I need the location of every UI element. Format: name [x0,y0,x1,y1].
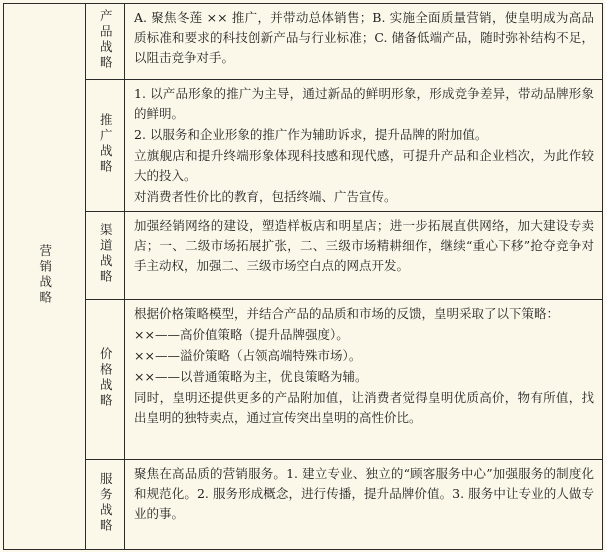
table-row [4,300,603,460]
row-label-channel: 渠道战略 [98,222,114,285]
row-content-service [125,460,603,550]
paragraph: A. 聚焦冬莲 ×× 推广，并带动总体销售；B. 实施全面质量营销，使皇明成为高品质标准和要求的科技创新产品与行业标准；C. 储备低端产品，随时弥补结构不足，以阻击竞争对手。 [134,10,594,65]
row-label-cell [86,212,125,300]
row-label-price: 价格战略 [98,346,114,409]
main-label: 营销战略 [37,243,53,306]
paragraph: ××——以普通策略为主，优良策略为辅。 [134,369,368,384]
row-content-price [125,300,603,460]
paragraph: 聚焦在高品质的营销服务。1. 建立专业、独立的“顾客服务中心”加强服务的制度化和规范化。2. 服务形成概念，进行传播，提升品牌价值。3. 服务中让专业的人做专业的事。 [134,466,594,521]
paragraph: 立旗舰店和提升终端形象体现科技感和现代感，可提升产品和企业档次，为此作较大的投入。 [134,148,594,183]
table-row [4,4,603,80]
row-label-promotion: 推广战略 [98,112,114,175]
table-row [4,212,603,300]
table-row [4,460,603,550]
row-label-service: 服务战略 [98,471,114,534]
marketing-strategy-table [3,3,603,550]
paragraph: 1. 以产品形象的推广为主导，通过新品的鲜明形象，形成竞争差异，带动品牌形象的鲜明。 [134,86,594,121]
paragraph: ××——溢价策略（占领高端特殊市场）。 [134,348,362,363]
table-row [4,80,603,212]
paragraph: 同时，皇明还提供更多的产品附加值，让消费者觉得皇明优质高价，物有所值，找出皇明的独特卖点，通过宣传突出皇明的高性价比。 [134,390,594,425]
paragraph: 加强经销网络的建设，塑造样板店和明星店；进一步拓展直供网络，加大建设专卖店；一、二级市场拓展扩张，二、三级市场精耕细作，继续“重心下移”抢夺竞争对手主动权，加强二、三级市场空白点的网点开发。 [134,218,594,273]
paragraph: ××——高价值策略（提升品牌强度）。 [134,327,349,342]
paragraph: 根据价格策略模型，并结合产品的品质和市场的反馈，皇明采取了以下策略： [134,306,560,321]
paragraph: 2. 以服务和企业形象的推广作为辅助诉求，提升品牌的附加值。 [134,127,488,142]
row-content-product [125,4,603,80]
paragraph: 对消费者性价比的教育，包括终端、广告宣传。 [134,189,397,204]
row-label-cell [86,300,125,460]
row-label-product: 产品战略 [98,8,114,71]
row-content-promotion [125,80,603,212]
main-label-cell [4,4,86,550]
row-label-cell [86,460,125,550]
row-label-cell [86,4,125,80]
row-label-cell [86,80,125,212]
row-content-channel [125,212,603,300]
